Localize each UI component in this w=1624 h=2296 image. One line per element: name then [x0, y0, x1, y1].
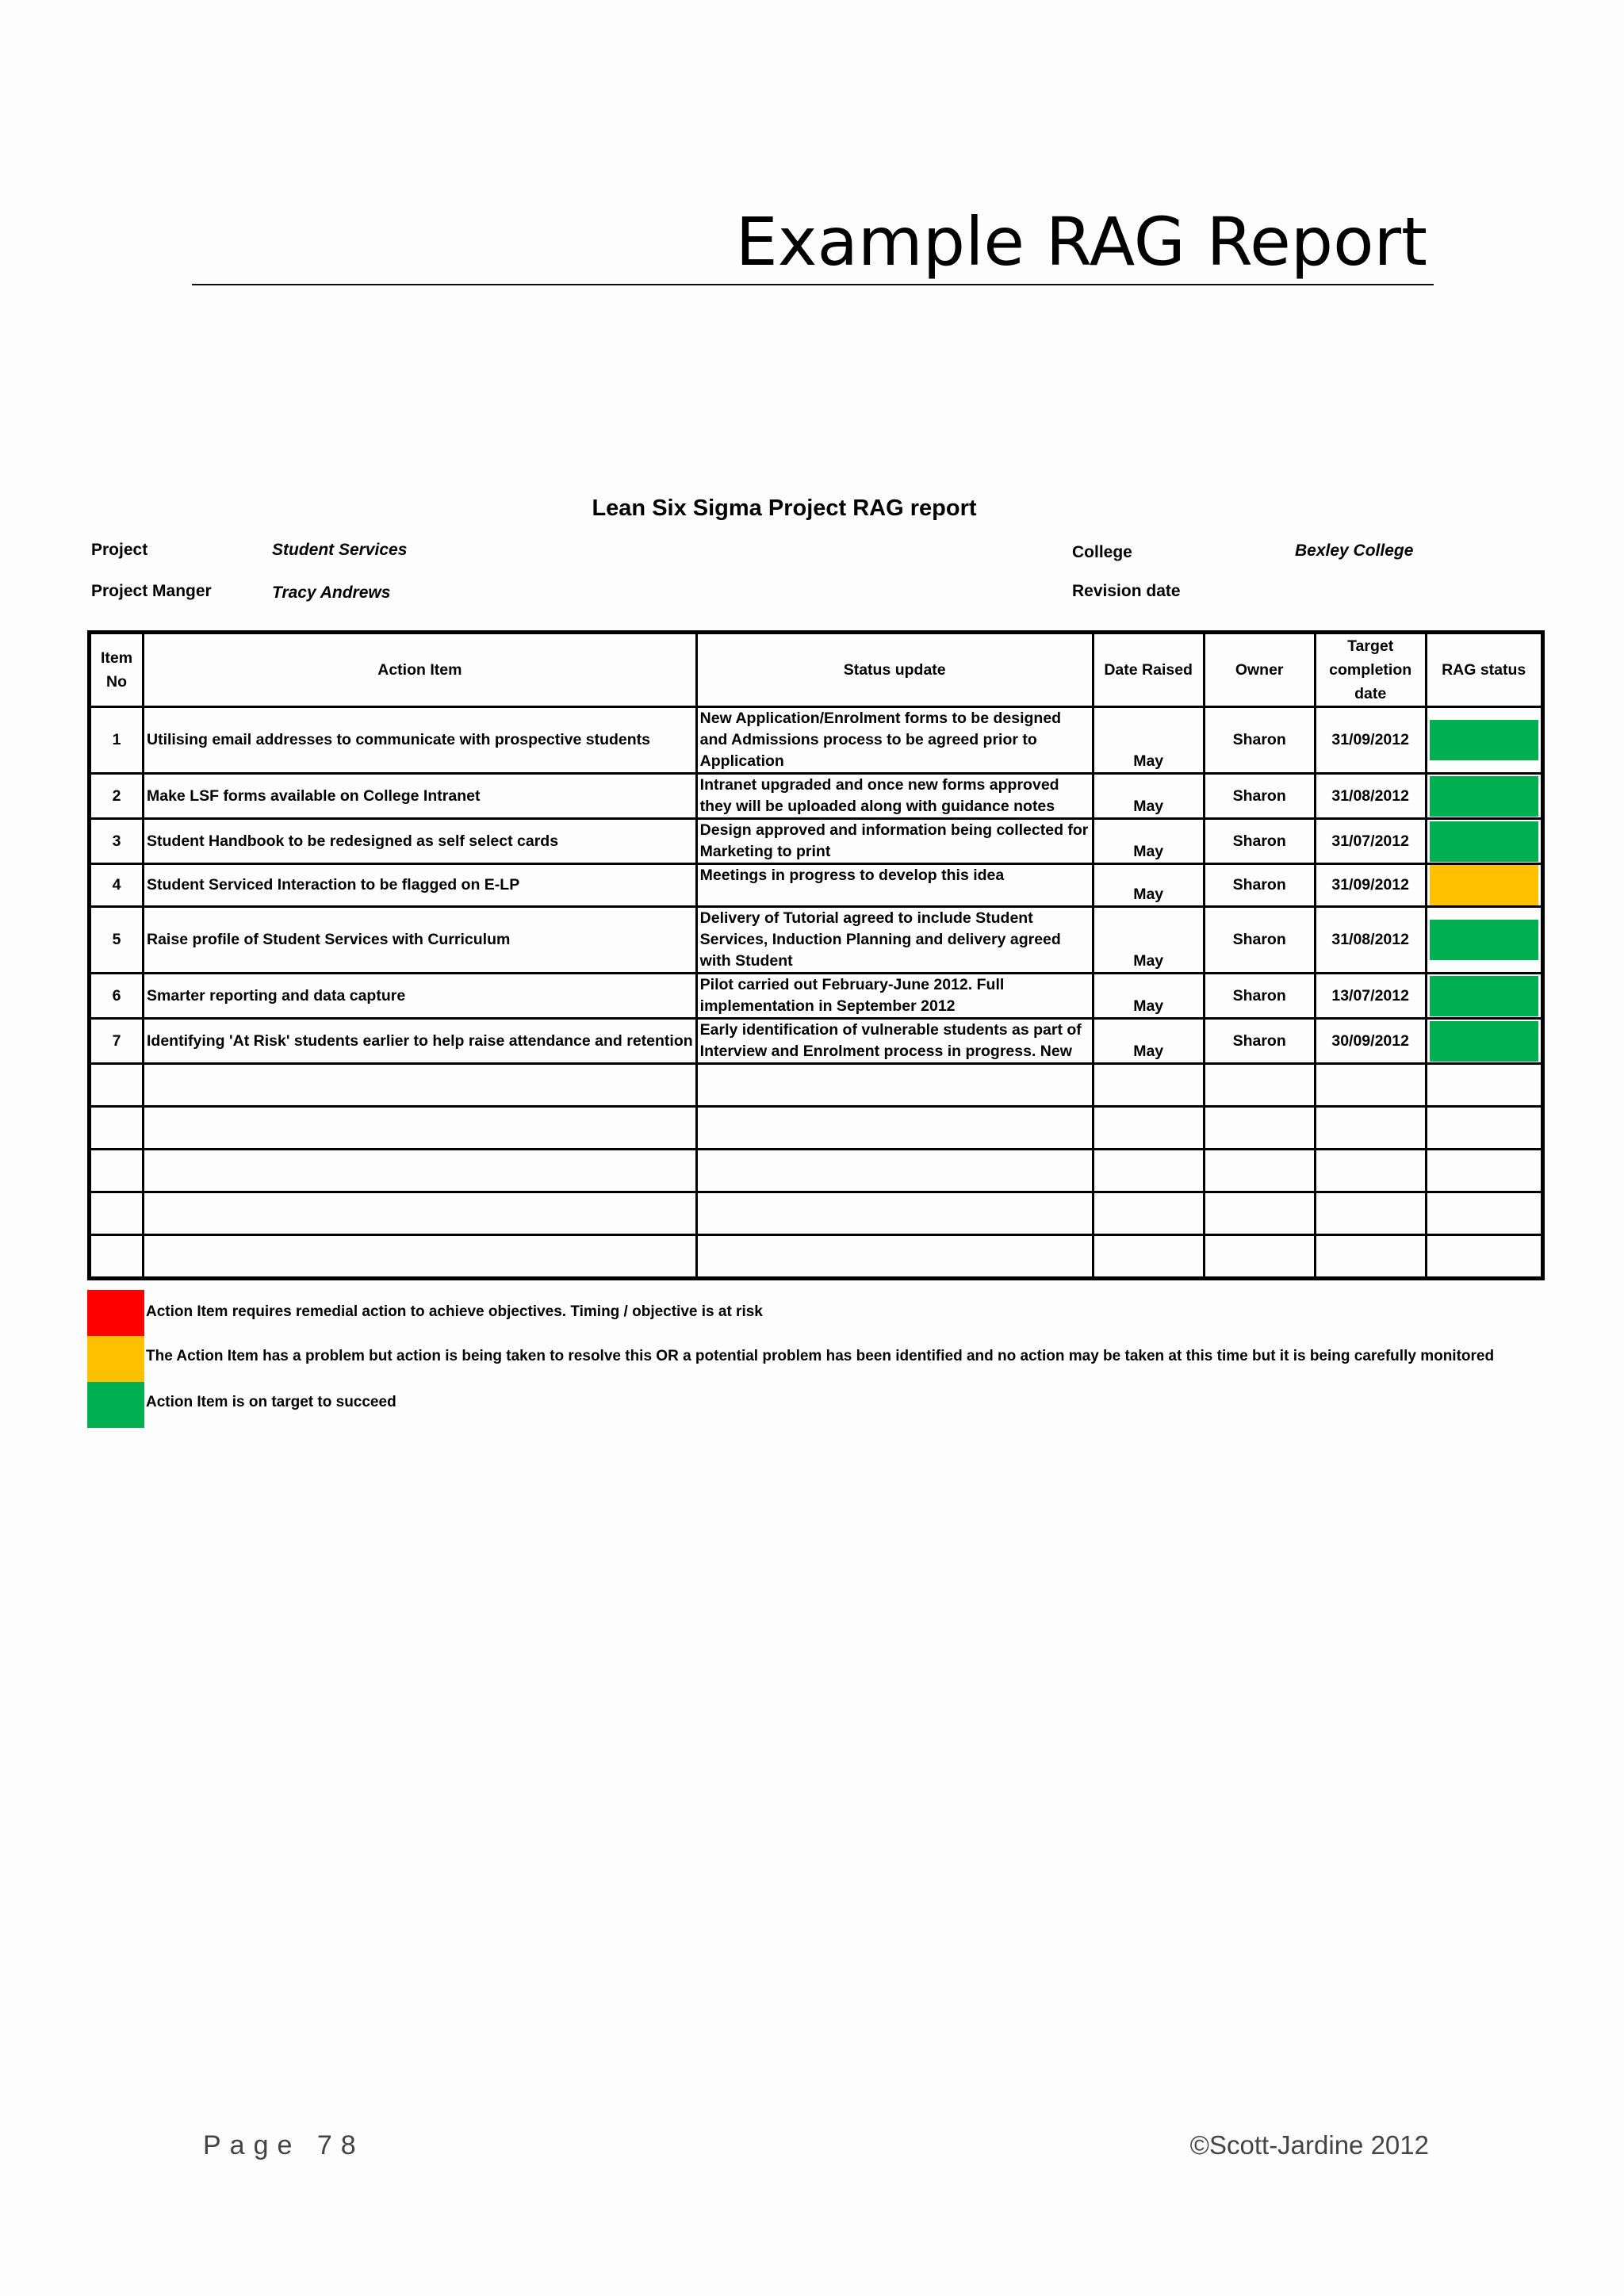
- legend-amber-swatch: [87, 1336, 144, 1382]
- date-raised-cell: May: [1093, 1019, 1204, 1064]
- rag-green-indicator: [1430, 776, 1538, 817]
- item-number-cell: 2: [90, 774, 144, 819]
- rag-green-indicator: [1430, 821, 1538, 862]
- status-update-cell: Early identification of vulnerable students as part of Interview and Enrolment process in progress. New: [696, 1019, 1093, 1064]
- rag-green-indicator: [1430, 720, 1538, 760]
- empty-cell: [90, 1192, 144, 1235]
- target-date-cell: 31/09/2012: [1315, 707, 1426, 774]
- empty-cell: [90, 1150, 144, 1192]
- college-label: College: [1072, 543, 1132, 561]
- empty-cell: [1426, 1107, 1542, 1150]
- action-item-cell: Student Handbook to be redesigned as self select cards: [144, 819, 697, 864]
- date-raised-cell: May: [1093, 707, 1204, 774]
- item-number-cell: 1: [90, 707, 144, 774]
- empty-cell: [696, 1107, 1093, 1150]
- table-row: [90, 774, 1543, 819]
- rag-green-indicator: [1430, 976, 1538, 1016]
- target-date-cell: 31/08/2012: [1315, 774, 1426, 819]
- empty-table-row: [90, 1235, 1543, 1279]
- table-row: [90, 707, 1543, 774]
- legend-red-swatch: [87, 1290, 144, 1336]
- item-number-cell: 3: [90, 819, 144, 864]
- rag-status-cell: [1426, 864, 1542, 907]
- action-item-cell: Student Serviced Interaction to be flagged on E-LP: [144, 864, 697, 907]
- project-manager-value: Tracy Andrews: [272, 584, 391, 602]
- action-item-cell: Identifying 'At Risk' students earlier to help raise attendance and retention: [144, 1019, 697, 1064]
- owner-cell: Sharon: [1204, 819, 1315, 864]
- empty-cell: [696, 1064, 1093, 1107]
- empty-cell: [144, 1150, 697, 1192]
- empty-cell: [90, 1064, 144, 1107]
- date-raised-cell: May: [1093, 819, 1204, 864]
- legend-green-swatch: [87, 1382, 144, 1428]
- status-update-cell: Pilot carried out February-June 2012. Full implementation in September 2012: [696, 974, 1093, 1019]
- empty-table-row: [90, 1192, 1543, 1235]
- empty-cell: [1093, 1064, 1204, 1107]
- owner-cell: Sharon: [1204, 864, 1315, 907]
- header-item-no: Item No: [90, 633, 144, 707]
- target-date-cell: 31/09/2012: [1315, 864, 1426, 907]
- target-date-cell: 31/07/2012: [1315, 819, 1426, 864]
- table-body: [90, 707, 1543, 1279]
- empty-cell: [1315, 1107, 1426, 1150]
- table-row: [90, 907, 1543, 974]
- legend-amber-text: The Action Item has a problem but action is being taken to resolve this OR a potential problem has been identified and no action may be taken at this time but it is being carefully monitored: [146, 1348, 1495, 1364]
- empty-cell: [144, 1064, 697, 1107]
- college-value: Bexley College: [1295, 541, 1414, 560]
- empty-cell: [1315, 1192, 1426, 1235]
- project-value: Student Services: [272, 541, 408, 559]
- revision-date-label: Revision date: [1072, 582, 1181, 600]
- empty-cell: [1204, 1192, 1315, 1235]
- header-target-date: Target completion date: [1315, 633, 1426, 707]
- target-date-cell: 30/09/2012: [1315, 1019, 1426, 1064]
- empty-cell: [1093, 1150, 1204, 1192]
- empty-cell: [696, 1235, 1093, 1279]
- table-row: [90, 864, 1543, 907]
- title-divider: [192, 284, 1434, 285]
- project-manager-label: Project Manger: [91, 582, 212, 600]
- date-raised-cell: May: [1093, 774, 1204, 819]
- header-date-raised: Date Raised: [1093, 633, 1204, 707]
- empty-cell: [1426, 1150, 1542, 1192]
- empty-cell: [1426, 1064, 1542, 1107]
- empty-cell: [144, 1107, 697, 1150]
- action-item-cell: Make LSF forms available on College Intranet: [144, 774, 697, 819]
- rag-table: [87, 630, 1545, 1280]
- rag-status-cell: [1426, 707, 1542, 774]
- item-number-cell: 5: [90, 907, 144, 974]
- table-header-row: [90, 633, 1543, 707]
- report-title: [0, 496, 1624, 522]
- date-raised-cell: May: [1093, 907, 1204, 974]
- rag-amber-indicator: [1430, 865, 1538, 905]
- page-number: Page 78: [203, 2130, 365, 2160]
- header-status-update: Status update: [696, 633, 1093, 707]
- item-number-cell: 4: [90, 864, 144, 907]
- target-date-cell: 13/07/2012: [1315, 974, 1426, 1019]
- owner-cell: Sharon: [1204, 907, 1315, 974]
- empty-cell: [1426, 1192, 1542, 1235]
- status-update-cell: Delivery of Tutorial agreed to include Student Services, Induction Planning and delivery agreed with Student: [696, 907, 1093, 974]
- empty-cell: [144, 1192, 697, 1235]
- rag-status-cell: [1426, 907, 1542, 974]
- date-raised-cell: May: [1093, 974, 1204, 1019]
- page-title: Example RAG Report: [735, 203, 1427, 281]
- table-row: [90, 819, 1543, 864]
- status-update-cell: Meetings in progress to develop this idea: [696, 864, 1093, 907]
- empty-cell: [1093, 1192, 1204, 1235]
- empty-cell: [1426, 1235, 1542, 1279]
- empty-cell: [696, 1150, 1093, 1192]
- copyright: ©Scott-Jardine 2012: [1189, 2130, 1429, 2160]
- owner-cell: Sharon: [1204, 707, 1315, 774]
- empty-cell: [90, 1235, 144, 1279]
- action-item-cell: Raise profile of Student Services with Curriculum: [144, 907, 697, 974]
- owner-cell: Sharon: [1204, 1019, 1315, 1064]
- empty-cell: [1204, 1235, 1315, 1279]
- legend-red-text: Action Item requires remedial action to achieve objectives. Timing / objective is at risk: [146, 1303, 763, 1320]
- empty-cell: [1315, 1235, 1426, 1279]
- legend-green-text: Action Item is on target to succeed: [146, 1394, 396, 1410]
- target-date-cell: 31/08/2012: [1315, 907, 1426, 974]
- header-owner: Owner: [1204, 633, 1315, 707]
- empty-table-row: [90, 1107, 1543, 1150]
- empty-cell: [1093, 1235, 1204, 1279]
- item-number-cell: 7: [90, 1019, 144, 1064]
- table-row: [90, 974, 1543, 1019]
- empty-cell: [144, 1235, 697, 1279]
- empty-cell: [90, 1107, 144, 1150]
- rag-status-cell: [1426, 819, 1542, 864]
- empty-cell: [1204, 1064, 1315, 1107]
- owner-cell: Sharon: [1204, 774, 1315, 819]
- status-update-cell: Design approved and information being collected for Marketing to print: [696, 819, 1093, 864]
- item-number-cell: 6: [90, 974, 144, 1019]
- empty-cell: [1093, 1107, 1204, 1150]
- empty-cell: [1204, 1150, 1315, 1192]
- empty-table-row: [90, 1150, 1543, 1192]
- rag-status-cell: [1426, 1019, 1542, 1064]
- rag-green-indicator: [1430, 1021, 1538, 1062]
- date-raised-cell: May: [1093, 864, 1204, 907]
- status-update-cell: New Application/Enrolment forms to be designed and Admissions process to be agreed prior to Application: [696, 707, 1093, 774]
- rag-status-cell: [1426, 974, 1542, 1019]
- header-action-item: Action Item: [144, 633, 697, 707]
- report-title-text: Lean Six Sigma Project RAG report: [592, 496, 977, 521]
- empty-cell: [1315, 1064, 1426, 1107]
- table-row: [90, 1019, 1543, 1064]
- empty-table-row: [90, 1064, 1543, 1107]
- owner-cell: Sharon: [1204, 974, 1315, 1019]
- rag-green-indicator: [1430, 920, 1538, 960]
- empty-cell: [696, 1192, 1093, 1235]
- status-update-cell: Intranet upgraded and once new forms approved they will be uploaded along with guidance notes: [696, 774, 1093, 819]
- empty-cell: [1315, 1150, 1426, 1192]
- action-item-cell: Utilising email addresses to communicate with prospective students: [144, 707, 697, 774]
- action-item-cell: Smarter reporting and data capture: [144, 974, 697, 1019]
- rag-status-cell: [1426, 774, 1542, 819]
- header-rag-status: RAG status: [1426, 633, 1542, 707]
- project-label: Project: [91, 541, 148, 559]
- empty-cell: [1204, 1107, 1315, 1150]
